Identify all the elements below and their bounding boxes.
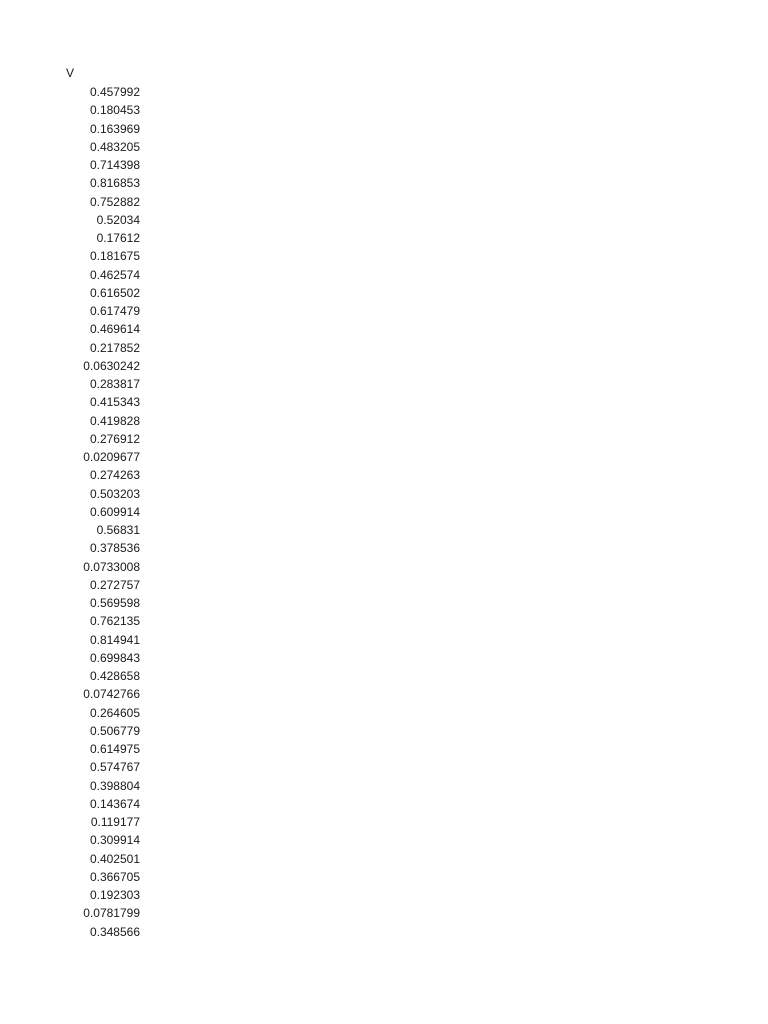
value-cell: 0.503203 [89, 486, 140, 501]
value-cell: 0.483205 [89, 139, 140, 154]
value-cell: 0.762135 [89, 614, 140, 629]
value-cell: 0.617479 [89, 304, 140, 318]
value-cell: 0.217852 [89, 340, 140, 355]
value-cell: 0.814941 [89, 632, 140, 647]
value-cell: 0.192303 [89, 888, 140, 902]
value-cell: 0.366705 [89, 869, 140, 884]
value-cell: 0.574767 [89, 760, 140, 775]
value-cell: 0.428658 [89, 669, 140, 683]
value-cell: 0.181675 [89, 249, 140, 264]
value-cell: 0.462574 [89, 267, 140, 282]
value-cell: 0.609914 [89, 504, 140, 519]
value-cell: 0.180453 [89, 103, 140, 118]
data-column [62, 64, 142, 941]
value-cell: 0.264605 [89, 705, 140, 720]
value-cell: 0.714398 [89, 158, 140, 172]
value-cell: 0.419828 [89, 413, 140, 428]
value-list [62, 83, 142, 941]
value-cell: 0.0209677 [83, 450, 140, 464]
value-cell: 0.0742766 [83, 687, 140, 702]
column-header: V [66, 66, 75, 80]
value-cell: 0.469614 [89, 322, 140, 337]
value-cell: 0.52034 [96, 212, 140, 227]
value-cell: 0.0630242 [83, 358, 140, 373]
value-cell: 0.348566 [89, 924, 140, 939]
value-cell: 0.816853 [89, 176, 140, 191]
value-cell: 0.309914 [89, 833, 140, 848]
value-cell: 0.163969 [89, 121, 140, 136]
value-cell: 0.614975 [89, 742, 140, 756]
value-cell: 0.274263 [89, 468, 140, 483]
value-cell: 0.56831 [96, 523, 140, 537]
value-cell: 0.506779 [89, 723, 140, 738]
value-cell: 0.616502 [89, 285, 140, 300]
value-cell: 0.398804 [89, 778, 140, 793]
value-cell: 0.378536 [89, 541, 140, 556]
value-cell: 0.402501 [89, 851, 140, 866]
value-cell: 0.283817 [89, 377, 140, 391]
value-cell: 0.457992 [89, 85, 140, 99]
value-cell: 0.569598 [89, 596, 140, 610]
value-cell: 0.752882 [89, 194, 140, 209]
value-cell: 0.0733008 [83, 559, 140, 574]
value-cell: 0.699843 [89, 650, 140, 665]
value-cell: 0.17612 [96, 231, 140, 245]
value-cell: 0.272757 [89, 577, 140, 592]
value-cell: 0.119177 [90, 815, 140, 829]
value-cell: 0.0781799 [83, 906, 140, 921]
value-cell: 0.276912 [89, 431, 140, 446]
value-cell: 0.143674 [89, 796, 140, 811]
value-cell: 0.415343 [89, 395, 140, 410]
